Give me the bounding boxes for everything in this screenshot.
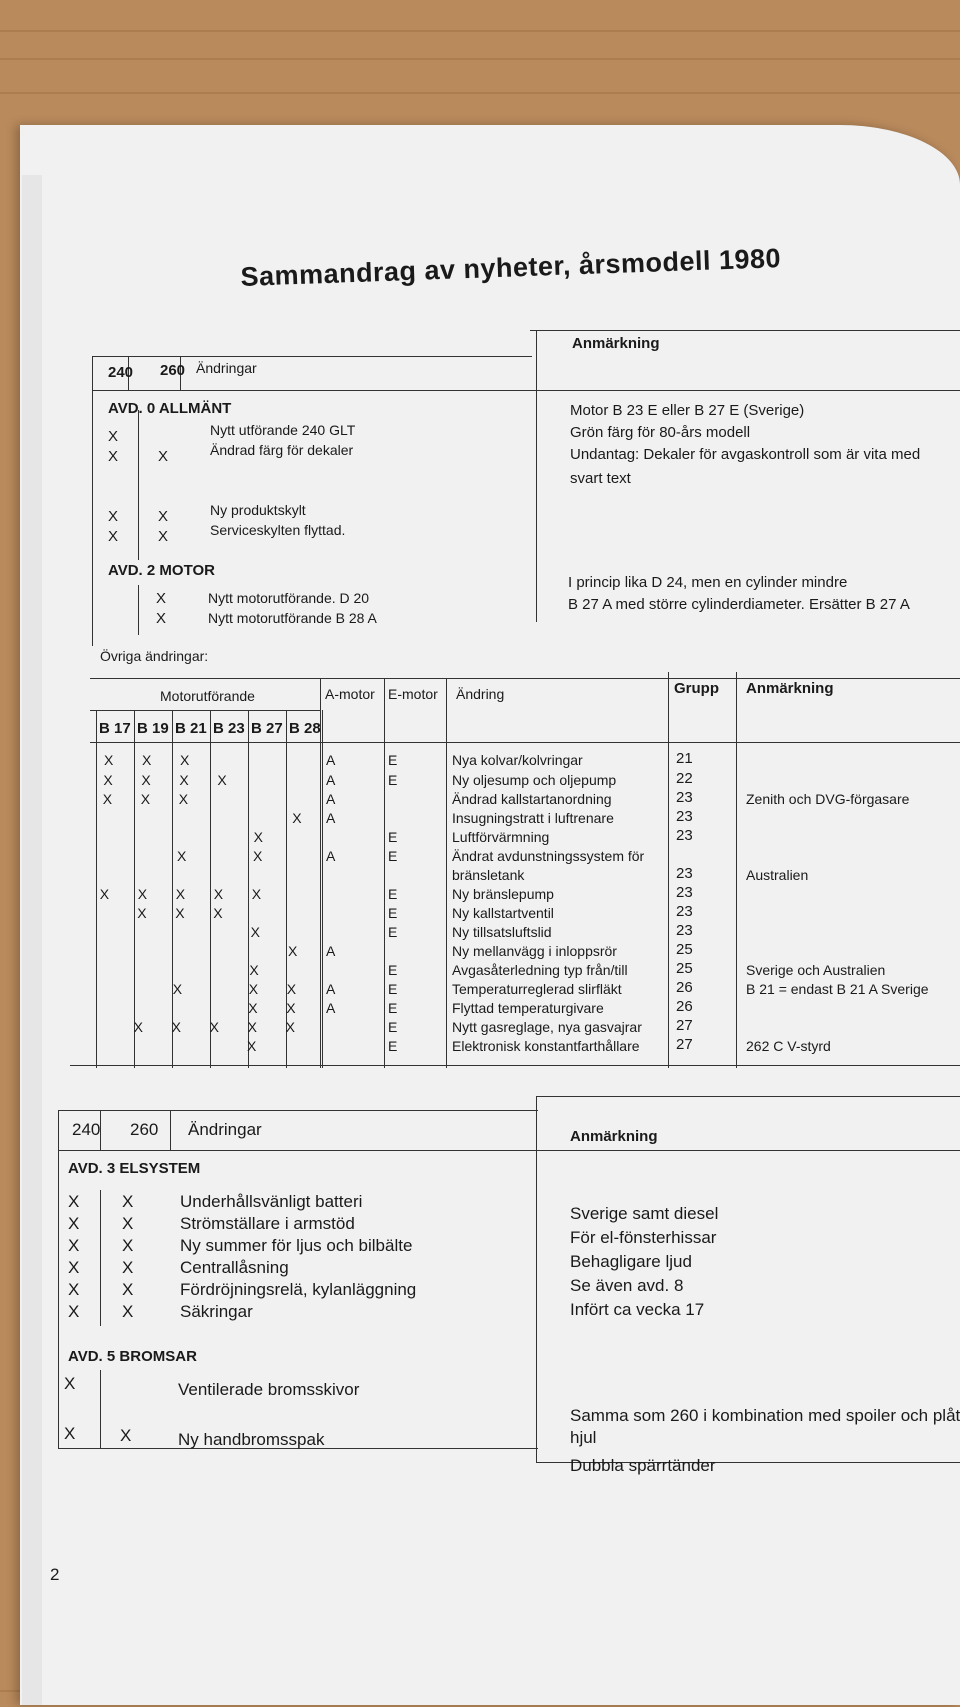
mark-260: X: [122, 1236, 134, 1255]
header-remark: Anmärkning: [746, 680, 834, 697]
a-motor-mark: A: [326, 943, 336, 959]
table-rule: [58, 1150, 960, 1151]
engine-mark: X: [286, 1000, 296, 1016]
section-title: AVD. 3 ELSYSTEM: [68, 1160, 201, 1177]
change-text: Underhållsvänligt batteri: [180, 1192, 363, 1211]
other-changes-label: Övriga ändringar:: [100, 648, 209, 664]
change-text: Nya kolvar/kolvringar: [452, 752, 583, 768]
header-engine: B 19: [137, 720, 169, 737]
group-number: 26: [676, 979, 693, 996]
engine-mark: X: [213, 886, 224, 902]
mark-260: X: [122, 1302, 134, 1321]
mark-240: X: [68, 1192, 80, 1211]
engine-mark: X: [137, 905, 147, 921]
remark-text: Sverige och Australien: [746, 962, 886, 978]
engine-column-rule: [172, 710, 173, 1068]
column-rule: [100, 1190, 101, 1326]
change-text: Ändrad färg för dekaler: [210, 442, 354, 458]
engine-mark: X: [104, 752, 114, 768]
group-number: 22: [676, 770, 693, 787]
mark-240: X: [64, 1374, 76, 1393]
engine-column-rule: [322, 710, 323, 1068]
engine-mark: X: [103, 772, 113, 788]
mark-240: X: [68, 1302, 80, 1321]
e-motor-mark: E: [388, 752, 398, 768]
column-rule: [668, 672, 669, 1068]
header-240: 240: [108, 364, 134, 381]
header-change: Ändring: [456, 686, 505, 702]
mark-240: X: [108, 428, 119, 445]
group-number: 26: [676, 998, 693, 1015]
column-rule: [536, 330, 537, 622]
change-text: Ändrat avdunstningssystem för: [452, 848, 645, 864]
e-motor-mark: E: [388, 981, 398, 997]
change-text: Ny tillsatsluftslid: [452, 924, 552, 940]
column-rule: [170, 1110, 171, 1150]
engine-mark: X: [285, 1019, 295, 1035]
table-rule: [70, 1065, 960, 1066]
remark-text: Se även avd. 8: [570, 1276, 684, 1295]
engine-mark: X: [247, 1019, 257, 1035]
mark-260: X: [156, 610, 167, 627]
group-number: 23: [676, 865, 693, 882]
group-number: 23: [676, 789, 693, 806]
engine-mark: X: [250, 924, 260, 940]
engine-mark: X: [180, 752, 190, 768]
engine-mark: X: [179, 772, 189, 788]
engine-mark: X: [178, 791, 189, 807]
engine-mark: X: [288, 943, 298, 959]
e-motor-mark: E: [388, 829, 398, 845]
engine-mark: X: [140, 791, 151, 807]
table-rule: [58, 1110, 538, 1111]
remark-text: Sverige samt diesel: [570, 1204, 719, 1223]
change-text: Ny oljesump och oljepump: [452, 772, 617, 788]
header-260: 260: [130, 1120, 159, 1139]
table-rule: [90, 742, 960, 743]
change-text: Ny summer för ljus och bilbälte: [180, 1236, 413, 1255]
e-motor-mark: E: [388, 1019, 398, 1035]
change-text: Luftförvärmning: [452, 829, 550, 845]
a-motor-mark: A: [326, 810, 336, 826]
table-rule: [536, 1096, 960, 1097]
change-text: Nytt motorutförande B 28 A: [208, 610, 377, 626]
header-remark: Anmärkning: [570, 1128, 658, 1145]
group-number: 23: [676, 808, 693, 825]
remark-text: Motor B 23 E eller B 27 E (Sverige): [570, 402, 805, 419]
remark-text: svart text: [570, 470, 631, 487]
engine-mark: X: [292, 810, 302, 826]
section-title: AVD. 2 MOTOR: [108, 562, 215, 579]
a-motor-mark: A: [326, 848, 336, 864]
e-motor-mark: E: [388, 772, 398, 788]
remark-text: Australien: [746, 867, 809, 883]
header-changes: Ändringar: [188, 1120, 262, 1139]
change-text: Ny kallstartventil: [452, 905, 554, 921]
engine-column-rule: [134, 710, 135, 1068]
group-number: 25: [676, 960, 693, 977]
remark-text: B 21 = endast B 21 A Sverige: [746, 981, 929, 997]
engine-mark: X: [133, 1019, 143, 1035]
page-title: Sammandrag av nyheter, årsmodell 1980: [240, 243, 782, 292]
e-motor-mark: E: [388, 924, 398, 940]
remark-text: Samma som 260 i kombination med spoiler och plåt: [570, 1406, 960, 1425]
table-rule: [530, 330, 960, 331]
mark-240: X: [64, 1424, 76, 1443]
engine-mark: X: [248, 1000, 258, 1016]
remark-text: B 27 A med större cylinderdiameter. Ersätter B 27 A: [568, 596, 910, 613]
e-motor-mark: E: [388, 962, 398, 978]
mark-240: X: [108, 448, 119, 465]
remark-text: I princip lika D 24, men en cylinder mindre: [568, 574, 848, 591]
change-text: Elektronisk konstantfarthållare: [452, 1038, 640, 1054]
engine-mark: X: [175, 886, 186, 902]
engine-column-rule: [210, 710, 211, 1068]
change-text: Nytt gasreglage, nya gasvajrar: [452, 1019, 642, 1035]
engine-mark: X: [137, 886, 148, 902]
header-engine: B 17: [99, 720, 131, 737]
header-240: 240: [72, 1120, 101, 1139]
remark-text: För el-fönsterhissar: [570, 1228, 717, 1247]
e-motor-mark: E: [388, 886, 398, 902]
mark-240: X: [108, 508, 119, 525]
section-title: AVD. 5 BROMSAR: [68, 1348, 197, 1365]
engine-mark: X: [249, 962, 259, 978]
column-rule: [138, 410, 139, 560]
change-text: Ventilerade bromsskivor: [178, 1380, 360, 1399]
table-rule: [90, 678, 960, 679]
engine-mark: X: [142, 752, 152, 768]
column-rule: [100, 1370, 101, 1448]
engine-mark: X: [99, 886, 110, 902]
engine-mark: X: [209, 1019, 219, 1035]
header-engine: B 27: [251, 720, 283, 737]
engine-mark: X: [247, 1038, 257, 1054]
change-text: Temperaturreglerad slirfläkt: [452, 981, 622, 997]
remark-text: 262 C V-styrd: [746, 1038, 831, 1054]
remark-text: Grön färg för 80-års modell: [570, 424, 751, 441]
header-group: Grupp: [674, 680, 719, 697]
header-e-motor: E-motor: [388, 686, 438, 702]
group-number: 27: [676, 1017, 693, 1034]
change-text: Avgasåterledning typ från/till: [452, 962, 628, 978]
remark-text: hjul: [570, 1428, 597, 1447]
change-text: Insugningstratt i luftrenare: [452, 810, 614, 826]
engine-mark: X: [253, 848, 263, 864]
remark-text: Infört ca vecka 17: [570, 1300, 705, 1319]
group-number: 23: [676, 884, 693, 901]
engine-mark: X: [102, 791, 113, 807]
engine-mark: X: [141, 772, 151, 788]
e-motor-mark: E: [388, 1038, 398, 1054]
change-text: Ny produktskylt: [210, 502, 306, 518]
header-remark: Anmärkning: [572, 335, 660, 352]
mark-260: X: [158, 448, 169, 465]
change-text: Ny bränslepump: [452, 886, 554, 902]
e-motor-mark: E: [388, 1000, 398, 1016]
change-text: Ändrad kallstartanordning: [452, 791, 612, 807]
mark-240: X: [108, 528, 119, 545]
change-text: Centrallåsning: [180, 1258, 289, 1277]
header-260: 260: [160, 362, 186, 379]
header-changes: Ändringar: [196, 360, 257, 376]
column-rule: [446, 678, 447, 1068]
remark-text: Dubbla spärrtänder: [570, 1456, 716, 1475]
column-rule: [736, 672, 737, 1068]
column-rule: [138, 585, 139, 635]
engine-mark: X: [217, 772, 227, 788]
group-number: 23: [676, 922, 693, 939]
group-number: 27: [676, 1036, 693, 1053]
engine-mark: X: [213, 905, 223, 921]
change-text: Nytt motorutförande. D 20: [208, 590, 370, 606]
mark-260: X: [158, 528, 169, 545]
a-motor-mark: A: [326, 1000, 336, 1016]
a-motor-mark: A: [326, 772, 336, 788]
group-number: 21: [676, 750, 693, 767]
engine-mark: X: [251, 886, 262, 902]
section-title: AVD. 0 ALLMÄNT: [108, 400, 232, 417]
column-rule: [384, 678, 385, 1068]
mark-260: X: [122, 1192, 134, 1211]
mark-240: X: [68, 1280, 80, 1299]
page-number: 2: [50, 1565, 60, 1584]
header-engine: B 28: [289, 720, 321, 737]
column-rule: [92, 356, 93, 646]
engine-mark: X: [253, 829, 263, 845]
mark-260: X: [122, 1258, 134, 1277]
engine-mark: X: [177, 848, 187, 864]
e-motor-mark: E: [388, 905, 398, 921]
group-number: 23: [676, 827, 693, 844]
column-rule: [536, 1096, 537, 1462]
remark-text: Behagligare ljud: [570, 1252, 692, 1271]
a-motor-mark: A: [326, 752, 336, 768]
engine-mark: X: [171, 1019, 181, 1035]
engine-mark: X: [248, 981, 259, 997]
change-text: Säkringar: [180, 1302, 253, 1321]
e-motor-mark: E: [388, 848, 398, 864]
change-text: Nytt utförande 240 GLT: [210, 422, 356, 438]
engine-mark: X: [286, 981, 297, 997]
remark-text: Undantag: Dekaler för avgaskontroll som är vita med: [570, 446, 921, 463]
engine-mark: X: [175, 905, 185, 921]
mark-260: X: [158, 508, 169, 525]
mark-260: X: [122, 1280, 134, 1299]
table-rule: [92, 390, 960, 391]
header-motor-version: Motorutförande: [160, 688, 255, 704]
mark-260: X: [120, 1426, 132, 1445]
table-rule: [92, 356, 532, 357]
engine-mark: X: [172, 981, 183, 997]
header-engine: B 21: [175, 720, 207, 737]
header-a-motor: A-motor: [325, 686, 375, 702]
change-text: bränsletank: [452, 867, 525, 883]
change-text: Ny handbromsspak: [178, 1430, 325, 1449]
a-motor-mark: A: [326, 791, 336, 807]
mark-240: X: [68, 1258, 80, 1277]
change-text: Flyttad temperaturgivare: [452, 1000, 604, 1016]
remark-text: Zenith och DVG-förgasare: [746, 791, 910, 807]
mark-240: X: [68, 1236, 80, 1255]
column-rule: [58, 1110, 59, 1448]
mark-240: X: [68, 1214, 80, 1233]
change-text: Strömställare i armstöd: [180, 1214, 355, 1233]
group-number: 23: [676, 903, 693, 920]
mark-260: X: [156, 590, 167, 607]
group-number: 25: [676, 941, 693, 958]
a-motor-mark: A: [326, 981, 336, 997]
change-text: Fördröjningsrelä, kylanläggning: [180, 1280, 417, 1299]
mark-260: X: [122, 1214, 134, 1233]
change-text: Ny mellanvägg i inloppsrör: [452, 943, 617, 959]
header-engine: B 23: [213, 720, 245, 737]
change-text: Serviceskylten flyttad.: [210, 522, 346, 538]
engine-column-rule: [96, 710, 97, 1068]
